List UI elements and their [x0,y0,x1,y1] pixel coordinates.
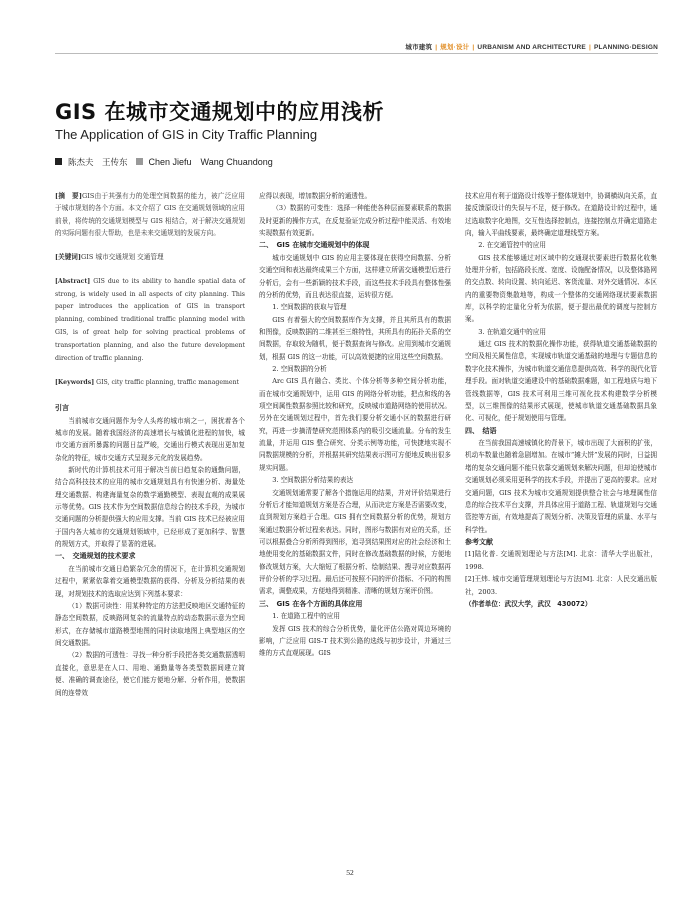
author-affiliation: （作者单位：武汉大学，武汉 430072） [465,599,592,608]
paragraph: （1）数据可读性：用某种特定的方法把反映地区交通特征的静态空间数据，反映路网复杂的流量特点的动态数据示意为空间形式，在存储城市道路模型地图的同时读取地图上典型地区的空间交通数据。 [55,602,245,648]
reference-item: [2]王炜. 城市交通管理规划理论与方法[M]. 北京：人民交通出版社，2003. [465,575,657,596]
paragraph: （2）数据的可透性：寻找一种分析手段把各类交通数据透明直接化，意思是在人口、用地、通勤量等各类型数据间建立简便、准确的调查途径，使它们能方便地分解、分析作用，使数据间的连带效 [55,651,245,697]
subheading: 2. 在交通管控中的应用 [478,241,546,250]
references-heading: 参考文献 [465,537,493,546]
column-3 [465,190,657,610]
subheading: 2. 空间数据的分析 [272,365,327,374]
paragraph: Arc GIS 具有融合、类比、个体分析等多种空间分析功能，而在城市交通规划中，运用 GIS 的网络分析功能，把点和线的各项空间属性数据参照比较和研究，反映城市道路网络的使用状况。另外在交通规划过程中，首先我们要分析交通小区的数据进行研究，再进一步摘清楚研究范围体系内的吸引交通流量。分布的发生流量，并运用 GIS 整合研究、分类示例等功能，可快捷地实现不同数据规模的分析，并根据其研究结果表示图可方便地反映出很多规实问题。 [259,377,451,472]
paragraph: 在当前我国高速城镇化的背景下，城市出现了大面积的扩张，机动车数量也随着急剧增加。在城市“摊大饼”发展的同时，日益拥堵的复杂交通问题不能只依靠交通规划来解决问题，但却迫使城市交通规划必须采用更科学的技术手段，并提出了更高的要求。应对交通问题，GIS 技术为城市交通规划提供整合社会与地理属性信息的综合技术平台支撑，并具体应用于道路工程、轨道规划与交通管控等方面，有效地提高了规划分析、决策及管理的质量、水平与科学性。 [465,439,657,534]
header-category: 城市建筑 [405,44,433,51]
subheading: 1. 空间数据的获取与管理 [272,303,347,312]
keywords-zh-text: GIS 城市交通规划 交通管理 [81,253,164,262]
subheading: 1. 在道路工程中的应用 [272,612,340,621]
keywords-en-label: [Keywords] [55,379,95,387]
keywords-zh-label: [关键词] [55,253,82,262]
paragraph: GIS 有着强大的空间数据库作为支撑，并且其所具有的数据和图像，反映数据的二维甚至三维特性，其所具有的拓扑关系的空间数据，存取较为随机，便于数据查询与修改。应用到城市交通规划，根据 GIS 的这一功能，可以高效便捷的应用这些空间数据。 [259,315,451,361]
section-heading: 四、 结语 [465,426,497,435]
bullet-square-icon [136,158,143,165]
abstract-en-label: [Abstract] [55,277,91,285]
column-2 [259,190,451,660]
section-heading: 引言 [55,404,69,413]
abstract-en [55,276,245,366]
abstract-en-text: GIS due to its ability to handle spatial data of strong, is widely used in all aspects of city planning. This paper introduces the application of GIS in transport planning, combined traditional traffic planning model with GIS, is of great help for solving practical problems of transportation planning, and also the future development direction of traffic planning. [55,277,245,362]
bullet-square-icon [55,158,62,165]
header-subcategory: 规划·设计 [440,44,470,51]
keywords-en-text: GIS, city traffic planning, traffic management [96,379,240,387]
paragraph: 当前城市交通问题作为令人头疼的城市病之一，困扰着各个城市的发展。随着我国经济的高速增长与城镇化进程的加快，城市交通方面所暴露的问题日益严峻，交通出行模式表现出更加复杂化的特征，城市交通方式呈现多元化的发展趋势。 [55,416,245,462]
header-rule [55,53,658,54]
page-number: 52 [346,868,354,877]
section-heading: 二、 GIS 在城市交通规划中的体现 [259,241,370,250]
running-header: 城市建筑 | 规划·设计 | URBANISM AND ARCHITECTURE | PLANNING·DESIGN [405,44,658,51]
section-heading: 三、 GIS 在各个方面的具体应用 [259,599,363,608]
paragraph: 应得以表现，增加数据分析的通透性。 [259,192,372,200]
paragraph: （3）数据的可变性：选择一种能使各种层面要素联系的数据及时更新的操作方式，在反复验证完成分析过程中能灵活、有效地实现数据有效更新。 [259,204,451,238]
header-section: PLANNING·DESIGN [593,44,658,51]
paragraph: 交通规划通常要了解各个措施运用的结果，并对评价结果进行分析后才能知道规划方案是否合理，从而决定方案是否需要改变，直到规划方案趋于合理。GIS 拥有空间数据分析的优势，规划方案通过数据分析过程来表达。同时，图形与数据有对应的关系，还可以根据叠合分析所得到图形，追寻到结果图对应的社会经济和土地使用变化的基础数据文件，同时在修改基础数据的时候，方便地修改规划方案，大大缩短了根据分析、绘制结果、搜寻对应数据再评价分析的学习过程。最后还可按照不同的评价指标、不同的构图需求，调整成果，方便地得到精准、清晰的规划方案评价图。 [259,488,451,596]
abstract-zh-label: [摘 要] [55,192,83,200]
subheading: 3. 在轨道交通中的应用 [478,327,546,336]
paragraph: 新时代的计算机技术可用于解决当前日趋复杂的通勤问题，结合高科技技术的应用的城市交通规划具有有快速分析、海量处理交通数据、构建海量复杂的数学通勤模型、表现直观的成果展示等优势。GIS 技术作为空间数据信息综合的技术手段，为城市交通问题的分析提供强大的应用支撑。当前 GIS 技术已经被应用于国内各大城市的交通规划领域中，已经形成了更加科学、智慧的规划方式，并取得了显著的进展。 [55,466,245,549]
authors [55,155,273,168]
authors-en: Chen Jiefu Wang Chuandong [148,157,273,167]
subheading: 3. 空间数据分析结果的表达 [272,476,354,485]
header-english: URBANISM AND ARCHITECTURE [477,44,586,51]
title-en: The Application of GIS in City Traffic Planning [55,127,318,142]
paragraph: GIS 技术能够通过对区域中的交通现状要素进行数据化收集处理并分析，包括路段长度、宽度、设施配备情况，以及整体路网的交点数、转向设置、转向延迟、客货流量、对外交通情况、本区内的重要物资集散地等，构成一个整体的交通网络现状要素数据库，以科学的定量化分析为依据，便于提出最优的调度与控制方案。 [465,253,657,324]
paragraph: 发挥 GIS 技术的综合分析优势，量化评估公路对周边环境的影响，广泛应用 GIS-T 技术到公路的选线与初步设计，并通过三维的方式直观展现。GIS [259,624,451,658]
reference-item: [1]陆化普. 交通规划理论与方法[M]. 北京：清华大学出版社，1998. [465,550,657,571]
paragraph: 通过 GIS 技术的数据化操作功能，获得轨道交通基础数据的空间及相关属性信息，实现城市轨道交通基础的地理与专题信息的数字化技术操作，为城市轨道交通信息提供高效、科学的现代化管理手段。面对轨道交通建设中的基础数据难题，如工程地质与地下管线数据等，GIS 技术可利用三维可视化技术构建数学分析模型，以三维图像的结果形式展现，使城市轨道交通基础数据具象化、可视化，便于规划使用与管理。 [465,340,657,423]
section-heading: 一、 交通规划的技术要求 [55,552,136,561]
paragraph: 城市交通规划中 GIS 的应用主要体现在获得空间数据、分析交通空间和表达最终成果三个方面，这样建立所需交通模型后进行分析后，会有一些新颖的技术手段，而这些技术手段具有整体性强的分析的优势，而且表达很直接，运转很方便。 [259,253,451,299]
paragraph: 在当前城市交通日趋繁杂冗余的情况下，在计算机交通规划过程中，紧紧依靠着交通模型数据的获得、分析及分析结果的表现，对规划技术的选取应达到下列基本要求： [55,565,245,598]
keywords-en [55,377,245,390]
authors-zh: 陈杰夫 王传东 [68,157,128,168]
column-1 [55,190,245,699]
abstract-zh-text: GIS由于其强有力的处理空间数据的能力，被广泛应用于城市规划的各个方面。本文介绍了 GIS 在交通规划领域的应用前景，将传统的交通规划模型与 GIS 相结合，对于解决交通规划的实际问题有很大帮助，也是未来交通规划的发展方向。 [55,192,245,238]
title-zh: GIS 在城市交通规划中的应用浅析 [55,100,384,124]
abstract-zh [55,190,245,239]
paragraph: 技术应用有利于道路设计线等于整体规划中，协调横纵向关系，直接反馈原设计的失误与不足，便于修改。在道路设计的过程中，通过选取数字化地图，交互性选择控制点，连接控制点并确定道路走向，输入平曲线要素，最终确定道理线型方案。 [465,192,657,238]
keywords-zh [55,251,245,263]
abstract-block [55,190,245,390]
